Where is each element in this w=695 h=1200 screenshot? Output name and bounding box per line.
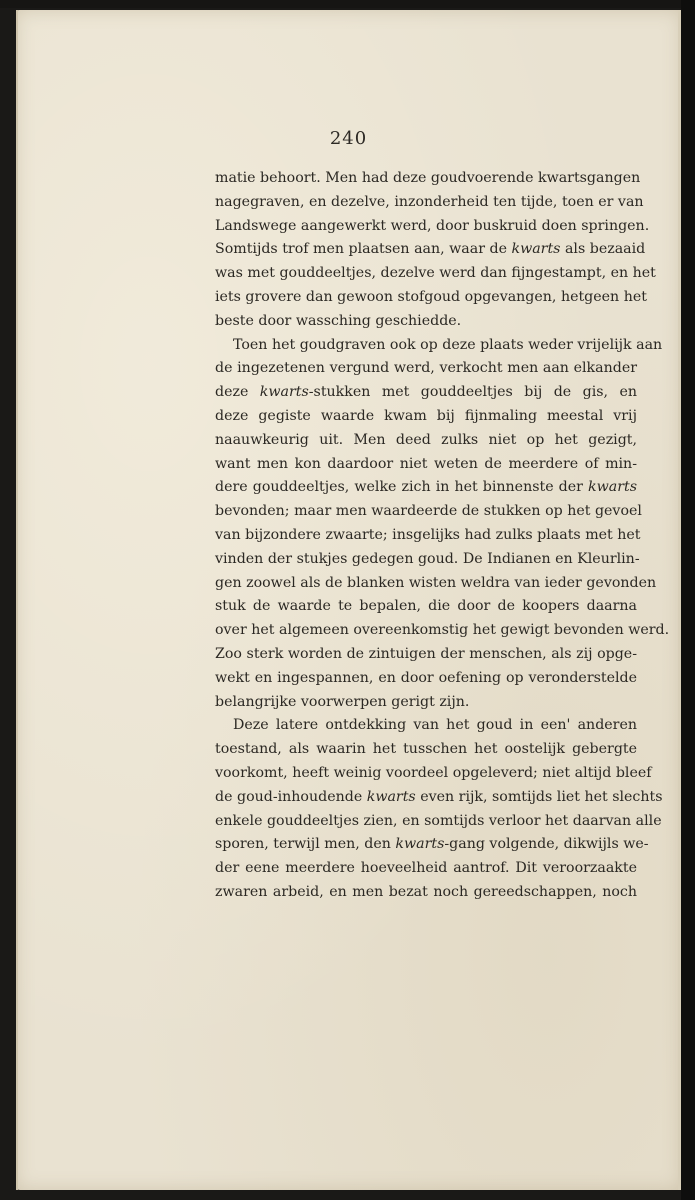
text-line [215, 191, 644, 215]
text-segment: van bijzondere zwaarte; insgelijks had zulks plaats met het [215, 526, 641, 543]
text-segment: -gang volgende, dikwijls we- [444, 836, 649, 853]
italic-term: kwarts [259, 384, 309, 401]
text-line [215, 405, 637, 429]
text-line [215, 429, 637, 453]
text-line [215, 357, 637, 381]
text-segment: als bezaaid [560, 241, 646, 258]
text-line [215, 548, 640, 572]
italic-term: kwarts [395, 836, 445, 853]
text-line [215, 810, 662, 834]
text-line [215, 476, 637, 500]
text-line [215, 286, 647, 310]
text-segment: even rijk, somtijds liet het slechts [415, 788, 663, 805]
text-line [215, 334, 663, 358]
text-line [215, 572, 657, 596]
text-segment: de goud-inhoudende [215, 788, 367, 805]
text-segment: der eene meerdere hoeveelheid aantrof. Dit veroorzaakte [215, 860, 637, 877]
text-line [215, 524, 641, 548]
book-page [16, 10, 681, 1190]
text-line [215, 738, 637, 762]
text-line [215, 762, 652, 786]
text-line [215, 310, 637, 334]
text-line [215, 786, 663, 810]
body-text [215, 167, 670, 905]
text-line [215, 881, 637, 905]
text-segment: voorkomt, heeft weinig voordeel opgeleverd; niet altijd bleef [215, 764, 652, 781]
text-segment: vinden der stukjes gedegen goud. De Indianen en Kleurlin- [215, 550, 640, 567]
text-line [215, 453, 637, 477]
text-segment: deze gegiste waarde kwam bij fijnmaling meestal vrij [215, 407, 637, 424]
text-line [215, 833, 649, 857]
text-line [215, 262, 656, 286]
text-segment: bevonden; maar men waardeerde de stukken op het gevoel [215, 503, 642, 520]
text-segment: de ingezetenen vergund werd, verkocht men aan elkander [215, 360, 637, 377]
text-segment: Deze latere ontdekking van het goud in een' anderen [233, 717, 637, 734]
text-line [215, 215, 650, 239]
italic-term: kwarts [588, 479, 637, 496]
text-segment: was met gouddeeltjes, dezelve werd dan fijngestampt, en het [215, 265, 656, 282]
text-line [215, 381, 637, 405]
italic-term: kwarts [511, 241, 561, 258]
text-line [215, 691, 637, 715]
text-segment: Toen het goudgraven ook op deze plaats weder vrijelijk aan [233, 336, 663, 353]
text-line [215, 500, 642, 524]
text-segment: -stukken met gouddeeltjes bij de gis, en [308, 384, 637, 401]
text-segment: matie behoort. Men had deze goudvoerende kwartsgangen [215, 170, 641, 186]
text-segment: want men kon daardoor niet weten de meerdere of min- [215, 455, 637, 472]
text-segment: zwaren arbeid, en men bezat noch gereedschappen, noch [215, 883, 637, 900]
text-line [215, 857, 637, 881]
text-segment: deze [215, 384, 260, 401]
text-line [215, 238, 646, 262]
text-line [215, 667, 637, 691]
scan-border-right [681, 0, 695, 1200]
text-line [215, 167, 641, 191]
text-segment: Landswege aangewerkt werd, door buskruid doen springen. [215, 217, 650, 234]
text-segment: over het algemeen overeenkomstig het gewigt bevonden werd. [215, 622, 670, 639]
text-segment: Zoo sterk worden de zintuigen der menschen, als zij opge- [215, 645, 637, 662]
page-number: 240 [329, 128, 368, 149]
text-segment: iets grovere dan gewoon stofgoud opgevangen, hetgeen het [215, 288, 647, 305]
text-segment: Somtijds trof men plaatsen aan, waar de [215, 241, 512, 258]
text-segment: toestand, als waarin het tusschen het oostelijk gebergte [215, 741, 637, 758]
text-segment: dere gouddeeltjes, welke zich in het binnenste der [215, 479, 589, 496]
text-segment: belangrijke voorwerpen gerigt zijn. [215, 693, 470, 710]
text-segment: wekt en ingespannen, en door oefening op veronderstelde [215, 669, 637, 686]
text-line [215, 643, 637, 667]
text-segment: enkele gouddeeltjes zien, en somtijds verloor het daarvan alle [215, 812, 662, 829]
text-segment: gen zoowel als de blanken wisten weldra van ieder gevonden [215, 574, 657, 591]
scan-border-top [0, 0, 695, 8]
text-segment: sporen, terwijl men, den [215, 836, 396, 853]
text-segment: stuk de waarde te bepalen, die door de koopers daarna [215, 598, 637, 615]
italic-term: kwarts [366, 788, 416, 805]
text-segment: beste door wassching geschiedde. [215, 312, 462, 329]
text-segment: nagegraven, en dezelve, inzonderheid ten tijde, toen er van [215, 193, 644, 210]
text-line [215, 714, 637, 738]
text-segment: naauwkeurig uit. Men deed zulks niet op het gezigt, [215, 431, 637, 448]
text-line [215, 595, 637, 619]
text-line [215, 619, 670, 643]
